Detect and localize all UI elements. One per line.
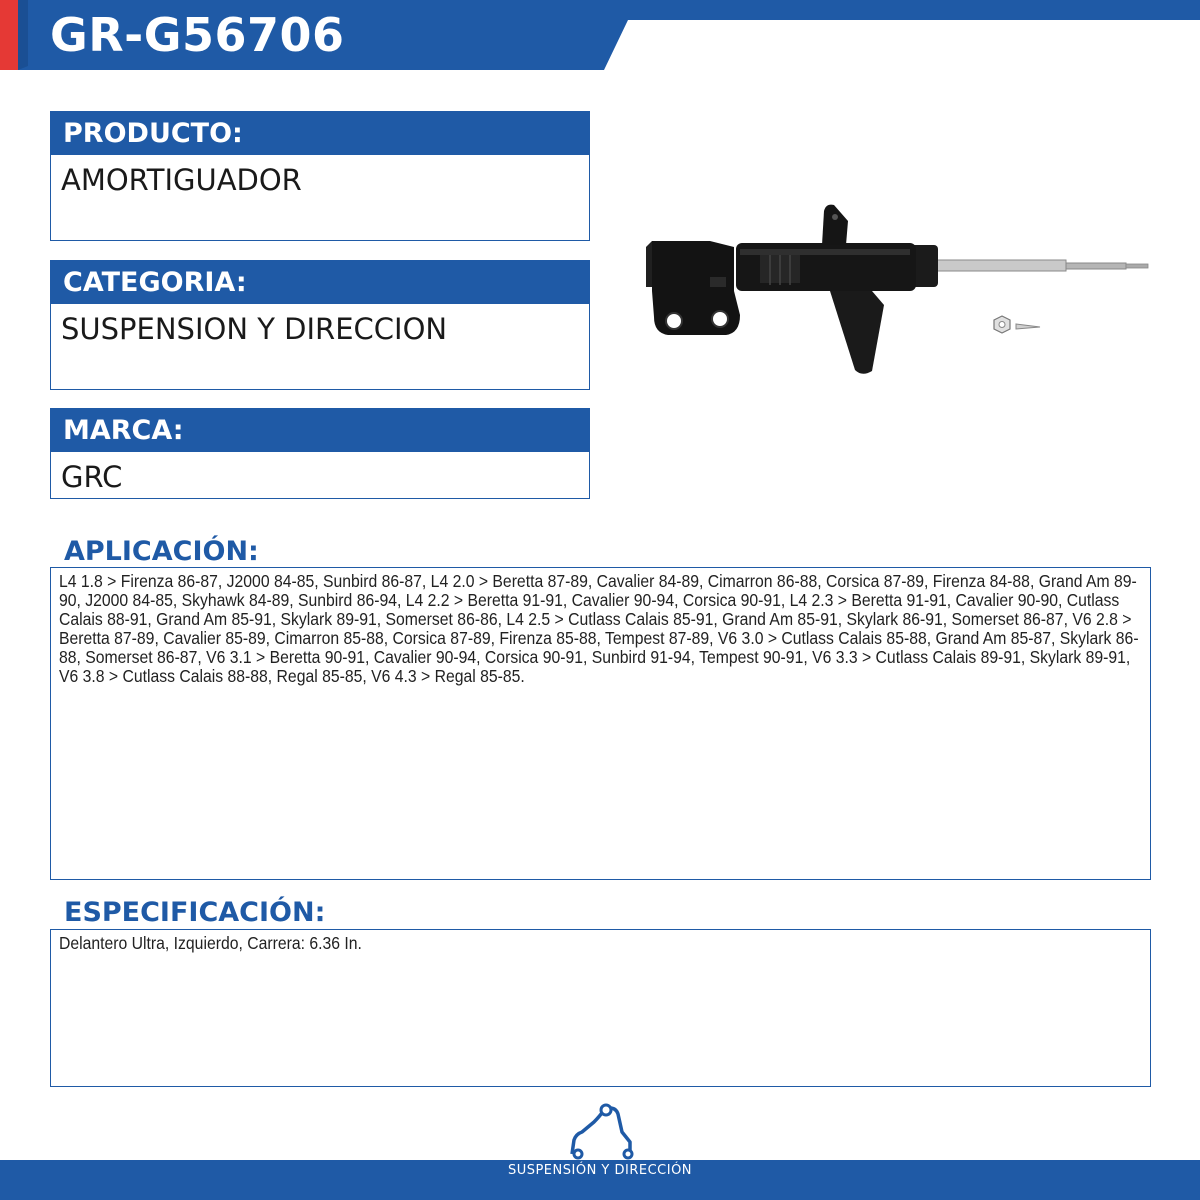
especificacion-text: Delantero Ultra, Izquierdo, Carrera: 6.36 In. <box>59 933 362 953</box>
marca-value: GRC <box>50 452 590 499</box>
suspension-arm-icon <box>566 1100 636 1162</box>
marca-label: MARCA: <box>50 408 590 452</box>
aplicacion-text: L4 1.8 > Firenza 86-87, J2000 84-85, Sunbird 86-87, L4 2.0 > Beretta 87-89, Cavalier 84-89, Cimarron 86-88, Corsica 87-89, Firenza 84-88, Grand Am 89-90, J2000 84-85, Skyhawk 84-89, Sunbird 86-94, L4 2.2 > Beretta 91-91, Cavalier 90-94, Corsica 90-91, L4 2.3 > Beretta 91-91, Cavalier 90-90, Cutlass Calais 88-91, Grand Am 85-91, Skylark 89-91, Somerset 86-86, L4 2.5 > Cutlass Calais 85-91, Grand Am 85-91, Skylark 86-91, Somerset 86-87, V6 2.8 > Beretta 87-89, Cavalier 85-89, Cimarron 85-88, Corsica 87-89, Firenza 85-88, Tempest 87-89, V6 3.0 > Cutlass Calais 85-88, Grand Am 85-87, Skylark 86-88, Somerset 86-87, V6 3.1 > Beretta 90-91, Cavalier 90-94, Corsica 90-91, Sunbird 91-94, Tempest 90-91, V6 3.3 > Cutlass Calais 89-91, Skylark 89-91, V6 3.8 > Cutlass Calais 88-88, Regal 85-85, V6 4.3 > Regal 85-85. <box>59 571 1139 686</box>
producto-value: AMORTIGUADOR <box>50 155 590 241</box>
producto-field <box>50 111 590 241</box>
marca-field <box>50 408 590 499</box>
categoria-value: SUSPENSION Y DIRECCION <box>50 304 590 390</box>
producto-label: PRODUCTO: <box>50 111 590 155</box>
categoria-label: CATEGORIA: <box>50 260 590 304</box>
shock-absorber-image <box>640 195 1160 385</box>
categoria-field <box>50 260 590 390</box>
footer-label: SUSPENSIÓN Y DIRECCIÓN <box>507 1163 693 1178</box>
aplicacion-box <box>50 567 1151 880</box>
aplicacion-title: APLICACIÓN: <box>64 536 259 567</box>
page-title: GR-G56706 <box>50 8 345 62</box>
especificacion-title: ESPECIFICACIÓN: <box>64 897 326 928</box>
especificacion-box <box>50 929 1151 1087</box>
